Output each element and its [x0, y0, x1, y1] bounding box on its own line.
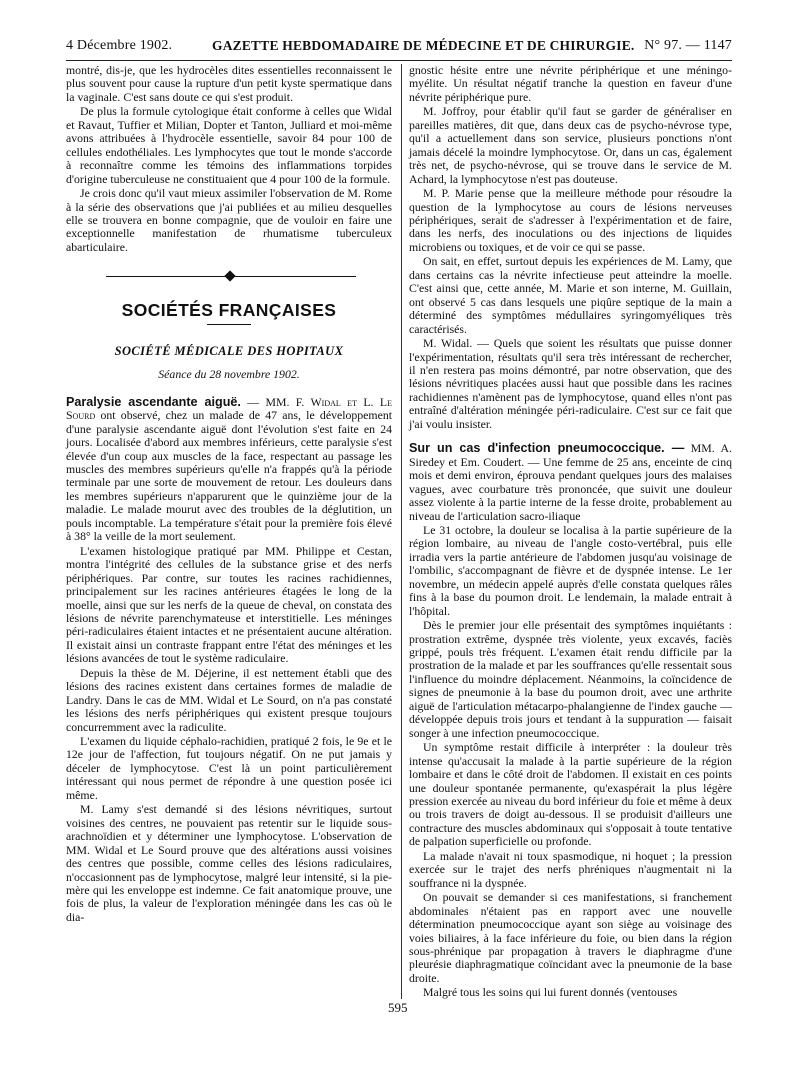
paragraph: gnostic hésite entre une névrite périphérique et une méningo-myélite. Un résultat négatif tranche la question en faveur d'une névrite périphérique pure.: [409, 63, 732, 104]
ornamental-divider: [66, 262, 392, 298]
paragraph: Un symptôme restait difficile à interpréter : la douleur très intense qu'accusait la malade à la partie supérieure de la région lombaire et dans le côté droit de l'abdomen. Il existait en ces points une douleur spontanée permanente, qu'exaspérait la plus légère pression exercée au niveau du bord inférieur du foie et même à deux ou trois travers de doigt au-dessous. Il se produisit d'ailleurs une contracture des muscles abdominaux qui s'opposait à toute tentative de palpation superficielle ou profonde.: [409, 740, 732, 849]
paragraph: M. Lamy s'est demandé si des lésions névritiques, surtout voisines des centres, ne pouvaient pas retentir sur le liquide sous-arachnoïdien et y déterminer une lymphocytose. L'observation de MM. Widal et Le Sourd prouve que des altérations aussi voisines des centres que possible, comme celles des lésions radiculaires, n'occasionnent pas de lymphocytose, malgré leur intensité, si la pie-mère qui les enveloppe est indemne. Ce fait anatomique prouve, une fois de plus, la valeur de l'exploration méningée dans les cas où le dia-: [66, 802, 392, 924]
paragraph: De plus la formule cytologique était conforme à celles que Widal et Ravaut, Tuffier et Milian, Dopter et Tanton, Julliard et moi-même avons attribuées à l'hydrocèle essentielle, savoir 84 pour 100 de cellules endothéliales. Les lymphocytes que tout le monde s'accorde à reconnaître comme les témoins des inflammations torpides d'origine tuberculeuse ne constituaient que 4 pour 100 de la formule.: [66, 104, 392, 186]
header-journal-title: GAZETTE HEBDOMADAIRE DE MÉDECINE ET DE CHIRURGIE.: [212, 38, 635, 53]
paragraph: Malgré tous les soins qui lui furent donnés (ventouses: [423, 985, 678, 1000]
paragraph: L'examen histologique pratiqué par MM. Philippe et Cestan, montra l'intégrité des cellules de la substance grise et des nerfs périphériques. Par contre, sur toutes les racines rachidiennes, principalement sur les racines antérieures étagées le long de la moelle, ainsi que sur les nerfs de la queue de cheval, on constata des lésions de névrite parenchymateuse et interstitielle. Les méninges péri-radiculaires étaient intactes et ne présentaient aucune altération. Il existait ainsi un contraste frappant entre l'état des méninges et les lésions avancées de tout le système radiculaire.: [66, 543, 392, 666]
column-divider: [401, 64, 402, 999]
paragraph: La malade n'avait ni toux spasmodique, ni hoquet ; la pression exercée sur le trajet des nerfs phréniques n'augmentait ni la souffrance ni la dyspnée.: [409, 848, 732, 890]
article-authors: — MM. F. Widal et L. Le Sourd: [66, 394, 392, 423]
paragraph: On pouvait se demander si ces manifestations, si franchement abdominales n'étaient pas en rapport avec une nouvelle détermination pneumococcique ayant son siège au voisinage des voies biliaires, à la face inférieure du foie, ou bien dans la région sous-phrénique par propagation à travers le diaphragme d'une pleurésie diaphragmatique coïncidant avec la pneumonie de la base droite.: [409, 890, 732, 985]
paragraph: M. P. Marie pense que la meilleure méthode pour résoudre la question de la lymphocytose au cours de lésions nerveuses périphériques, serait de s'adresser à l'expérimentation et de faire, dans les nerfs, des inoculations ou des injections de liquides microbiens ou toxiques, et de voir ce qui se passe.: [409, 186, 732, 254]
article-title: Sur un cas d'infection pneumococcique. —: [409, 441, 685, 456]
session-date: Séance du 28 novembre 1902.: [158, 367, 300, 382]
article-lead: MM. A. Siredey et Em. Coudert. — Une femme de 25 ans, enceinte de cinq mois et demi environ, éprouva pendant quelques jours des malaises vagues, avec courbature très prononcée, que suivit une douleur assez violente à la partie interne de la fesse droite, probablement au niveau de l'articulation sacro-iliaque: [409, 441, 732, 523]
article-title: Paralysie ascendante aiguë.: [66, 394, 241, 409]
paragraph: On sait, en effet, surtout depuis les expériences de M. Lamy, que dans certains cas la névrite infectieuse peut atteindre la moelle. C'est ainsi que, cette année, M. Marie et son interne, M. Guillain, ont observé 5 cas dans lesquels une piqûre septique de la main a déterminé des symptômes médullaires syringomyéliques très caractérisés.: [409, 254, 732, 336]
article-paragraph: [66, 396, 392, 544]
section-rule: [207, 324, 251, 325]
paragraph: M. Widal. — Quels que soient les résultats que puisse donner l'expérimentation, résultats qu'il sera très intéressant de rechercher, il n'en restera pas moins démontré, par notre observation, que des lésions névritiques placées aussi haut que possible dans les racines rachidiennes n'amènent pas de lymphocytose, quand elles n'ont pas entraîné d'altération méningée péri-radiculaire. C'est sur ce fait que j'ai voulu insister.: [409, 336, 732, 431]
paragraph: Dès le premier jour elle présentait des symptômes inquiétants : prostration extrême, dyspnée très violente, yeux excavés, faciès grippé, pouls très fréquent. L'examen était rendu difficile par la prostration de la malade et par les souffrances qu'elle ressentait sous l'influence du moindre déplacement. Néanmoins, la coïncidence de signes de pneumonie à la base du poumon droit, avec une arthrite aiguë de l'articulation métacarpo-phalangienne de l'index gauche — développée depuis trois jours et tendant à la suppuration — faisait songer à une infection pneumococcique.: [409, 618, 732, 740]
header-rule: [66, 60, 732, 61]
header-issue-number: N° 97. — 1147: [644, 38, 732, 53]
page-folio: 595: [388, 1000, 408, 1015]
paragraph: Depuis la thèse de M. Déjerine, il est nettement établi que des lésions des racines existent dans certaines formes de maladie de Landry. Dans le cas de MM. Widal et Le Sourd, on n'a pas constaté les lésions des nerfs périphériques qui existent presque toujours concurremment avec la radiculite.: [66, 665, 392, 734]
paragraph: Le 31 octobre, la douleur se localisa à la partie supérieure de la région lombaire, au niveau de l'angle costo-vertébral, puis elle irradia vers la partie antérieure de l'abdomen jusqu'au voisinage de l'ombilic, s'accompagnant de fièvre et de dyspnée intense. Le 1er novembre, un médecin appelé auprès d'elle constata quelques râles fins à la base du poumon droit. Le lendemain, la malade entrait à l'hôpital.: [409, 522, 732, 618]
section-title: SOCIÉTÉS FRANÇAISES: [121, 300, 337, 321]
paragraph: L'examen du liquide céphalo-rachidien, pratiqué 2 fois, le 9e et le 12e jour de l'affection, fut toujours négatif. On ne put jamais y déceler de lymphocytose. C'est là un point particulièrement intéressant qui nous permet de répondre à une question posée ici même.: [66, 734, 392, 802]
society-heading: SOCIÉTÉ MÉDICALE DES HOPITAUX: [114, 343, 344, 358]
article-lead: ont observé, chez un malade de 47 ans, le développement d'une paralysie ascendante aiguë dont l'évolution s'est faite en 24 jours. Localisée d'abord aux membres inférieurs, cette paralysie s'est élevée d'un coup aux muscles de la face, respectant au passage les muscles des membres supérieurs qu'elle n'a frappés qu'à la période terminale par une sorte de mouvement de retour. Les douleurs dans les membres supérieurs n'apparurent que le quinzième jour de la maladie. Le malade mourut avec des troubles de la déglutition, un pouls incomptable. La température s'était pour la première fois élevé à 38° la veille de la mort seulement.: [66, 408, 393, 544]
paragraph: Je crois donc qu'il vaut mieux assimiler l'observation de M. Rome à la série des observations que j'ai publiées et au milieu desquelles elle se trouvera en bonne compagnie, que de vouloir en faire une exceptionnelle manifestation de rhumatisme tuberculeux abarticulaire.: [66, 186, 392, 254]
right-column: [409, 64, 732, 1001]
header-date: 4 Décembre 1902.: [66, 38, 173, 53]
left-column: [66, 64, 392, 925]
paragraph: M. Joffroy, pour établir qu'il faut se garder de généraliser en pareilles matières, dit que, dans deux cas de psycho-névrose type, qu'il a actuellement dans son service, plusieurs ponctions n'ont jamais décelé la moindre lymphocytose. Or, dans un cas, également très net, de psycho-névrose, qui se trouve dans le service de M. Achard, la lymphocytose n'est pas douteuse.: [409, 104, 732, 186]
article-paragraph: [409, 442, 732, 523]
paragraph: montré, dis-je, que les hydrocèles dites essentielles reconnaissent le plus souvent pour cause la rupture d'un petit kyste spermatique dans la vaginale. C'est sans doute ce qui s'est produit.: [66, 63, 392, 104]
running-head: [66, 38, 732, 60]
